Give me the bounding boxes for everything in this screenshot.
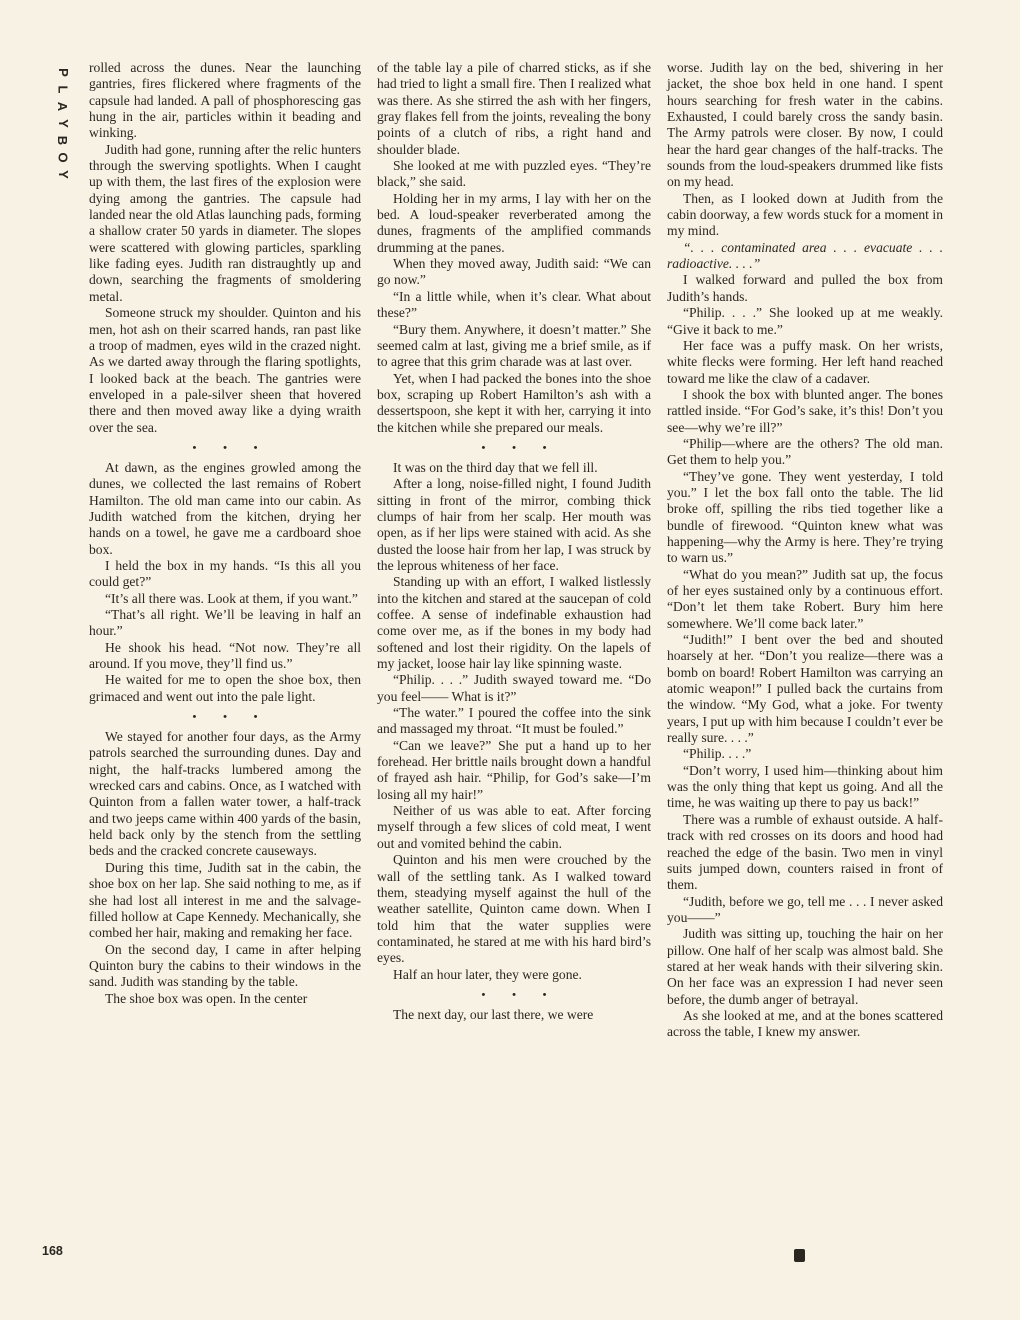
section-separator: • • • (481, 441, 559, 454)
paragraph: Someone struck my shoulder. Quinton and his men, hot ash on their scarred hands, ran past like a troop of madmen, eyes wild in the crazed night. As we darted away through the flaring spotlights, I looked back at the beach. The gantries were enveloped in a pale-silver sheen that hovered there and then moved away like a dying wraith over the sea. (89, 305, 361, 435)
paragraph: Judith had gone, running after the relic hunters through the swerving spotlights. When I caught up with them, the last fires of the explosion were dying among the gantries. The capsule had landed near the old Atlas launching pads, forming a shallow crater 50 yards in diameter. The slopes were scattered with glowing particles, sparkling like fading eyes. Judith ran distraughtly up and down, searching the fragments of smoldering metal. (89, 141, 361, 304)
section-separator: • • • (192, 441, 270, 454)
paragraph: “Judith!” I bent over the bed and shouted hoarsely at her. “Don’t you realize—there was a bomb on board! Robert Hamilton was carrying an atomic weapon!” I pulled back the curtains from the window. “My God, what a joke. For twenty years, I put up with him because I couldn’t ever be really sure. . . .” (667, 632, 943, 746)
paragraph: There was a rumble of exhaust outside. A half-track with red crosses on its doors and hood had reached the edge of the basin. Two men in vinyl suits jumped down, counters raised in front of them. (667, 811, 943, 893)
paragraph: “They’ve gone. They went yesterday, I told you.” I let the box fall onto the table. The lid broke off, spilling the ribs tied together like a bundle of firewood. “Quinton knew what was happening—why the Army is here. They’re trying to warn us.” (667, 468, 943, 566)
paragraph: After a long, noise-filled night, I found Judith sitting in front of the mirror, combing thick clumps of hair from her scalp. Her mouth was open, as if her lips were stained with acid. As she dusted the loose hair from her lap, I was struck by the leprous whiteness of her face. (377, 476, 651, 573)
paragraph: Yet, when I had packed the bones into the shoe box, scraping up Robert Hamilton’s ash with a dessertspoon, she kept it with her, carrying it into the kitchen while she prepared our meals. (377, 370, 651, 435)
paragraph: The next day, our last there, we were (393, 1006, 594, 1022)
paragraph: “It’s all there was. Look at them, if you want.” (105, 590, 358, 606)
page-number: 168 (42, 1244, 63, 1258)
masthead (56, 64, 70, 183)
paragraph: “. . . contaminated area . . . evacuate . . . radioactive. . . .” (667, 239, 943, 272)
paragraph: “Can we leave?” She put a hand up to her forehead. Her brittle nails brought down a handful of frayed ash hair. “Philip, for God’s sake—I’m losing all my hair!” (377, 737, 651, 802)
paragraph: Half an hour later, they were gone. (393, 966, 582, 982)
paragraph: I shook the box with blunted anger. The bones rattled inside. “For God’s sake, it’s this! Don’t you see—why we’re ill?” (667, 386, 943, 435)
paragraph: “Philip. . . .” (683, 746, 752, 762)
paragraph: worse. Judith lay on the bed, shivering in her jacket, the shoe box held in one hand. I spent hours searching for fresh water in the cabins. Exhausted, I could barely cross the sandy basin. The Army patrols were closer. By now, I could hear the hard gear changes of the half-tracks. The sounds from the loud-speakers drummed like fists on my head. (667, 60, 943, 190)
paragraph: It was on the third day that we fell ill. (393, 459, 598, 475)
end-mark (790, 1247, 805, 1265)
text-column-1 (89, 60, 361, 1007)
rabbit-head-icon (794, 1249, 805, 1262)
paragraph: At dawn, as the engines growled among the dunes, we collected the last remains of Robert Hamilton. The old man came into our cabin. As Judith watched from the kitchen, drying her hands on a towel, he gave me a cardboard shoe box. (89, 459, 361, 557)
paragraph: of the table lay a pile of charred sticks, as if she had tried to light a small fire. Then I realized what was there. As she stirred the ash with her fingers, gray flakes fell from the joints, revealing the bony points of a clutch of ribs, a right hand and shoulder blade. (377, 60, 651, 157)
paragraph: “That’s all right. We’ll be leaving in half an hour.” (89, 607, 361, 639)
paragraph: Holding her in my arms, I lay with her on the bed. A loud-speaker reverberated among the dunes, fragments of the amplified commands drumming at the panes. (377, 190, 651, 255)
paragraph: “In a little while, when it’s clear. What about these?” (377, 288, 651, 321)
paragraph: Quinton and his men were crouched by the wall of the settling tank. As I walked toward them, steadying myself against the hull of the weather satellite, Quinton came down. When I told him that the water supplies were contaminated, he stared at me with his hard bird’s eyes. (377, 852, 651, 966)
masthead-letter: O (55, 152, 71, 163)
masthead-letter: A (55, 101, 71, 112)
paragraph: I walked forward and pulled the box from Judith’s hands. (667, 272, 943, 304)
masthead-letter: L (55, 85, 71, 94)
paragraph: Neither of us was able to eat. After forcing myself through a few slices of cold meat, I went out and vomited behind the cabin. (377, 803, 651, 851)
section-separator: • • • (192, 711, 270, 724)
text-column-2 (377, 60, 651, 1023)
paragraph: “Don’t worry, I used him—thinking about him was the only thing that kept us going. And all the time, he was waiting up there to pay us back!” (667, 762, 943, 811)
paragraph: “Bury them. Anywhere, it doesn’t matter.” She seemed calm at last, giving me a brief smile, as if to agree that this grim charade was at last over. (377, 321, 651, 370)
paragraph: Judith was sitting up, touching the hair on her pillow. One half of her scalp was almost bald. She stared at her weak hands with their silvering skin. On her face was an expression I had never seen before, the dumb anger of betrayal. (667, 926, 943, 1007)
paragraph: During this time, Judith sat in the cabin, the shoe box on her lap. She said nothing to me, as if she had lost all interest in me and the salvage-filled hollow at Cape Kennedy. Mechanically, she combed her hair, making and remaking her face. (89, 859, 361, 941)
paragraph: We stayed for another four days, as the Army patrols searched the surrounding dunes. Day and night, the half-tracks lumbered among the wrecked cars and cabins. Once, as I watched with Quinton from a fallen water tower, a half-track and two jeeps came within 400 yards of the basin, held back only by the stench from the settling beds and the cracked concrete causeways. (89, 729, 361, 859)
paragraph: He shook his head. “Not now. They’re all around. If you move, they’ll find us.” (89, 639, 361, 672)
paragraph: “The water.” I poured the coffee into the sink and massaged my throat. “It must be fouled.” (377, 705, 651, 737)
text-column-3 (667, 60, 943, 1041)
paragraph: She looked at me with puzzled eyes. “They’re black,” she said. (377, 158, 651, 190)
paragraph: He waited for me to open the shoe box, then grimaced and went out into the pale light. (89, 672, 361, 704)
paragraph: As she looked at me, and at the bones scattered across the table, I knew my answer. (667, 1007, 943, 1040)
paragraph: “Philip—where are the others? The old man. Get them to help you.” (667, 435, 943, 468)
masthead-letter: P (55, 68, 71, 77)
masthead-letter: B (55, 135, 71, 146)
paragraph: The shoe box was open. In the center (105, 990, 308, 1006)
paragraph: On the second day, I came in after helping Quinton bury the cabins to their windows in the sand. Judith was standing by the table. (89, 941, 361, 990)
paragraph: Standing up with an effort, I walked listlessly into the kitchen and stared at the saucepan of cold coffee. A sense of indefinable exhaustion had come over me, as if the bones in my body had softened and lost their rigidity. On the lapels of my jacket, loose hair lay like spinning waste. (377, 574, 651, 672)
paragraph: “Judith, before we go, tell me . . . I never asked you——” (667, 893, 943, 925)
masthead-letter: Y (55, 170, 71, 179)
paragraph: I held the box in my hands. “Is this all you could get?” (89, 557, 361, 590)
paragraph: Then, as I looked down at Judith from the cabin doorway, a few words stuck for a moment in my mind. (667, 190, 943, 239)
paragraph: When they moved away, Judith said: “We can go now.” (377, 256, 651, 288)
masthead-letter: Y (55, 119, 71, 128)
paragraph: Her face was a puffy mask. On her wrists, white flecks were forming. Her left hand reached toward me like the claw of a cadaver. (667, 337, 943, 386)
paragraph: “What do you mean?” Judith sat up, the focus of her eyes sustained only by a continuous effort. “Don’t let them take Robert. Bury him here somewhere. We’ll come back later.” (667, 566, 943, 631)
paragraph: “Philip. . . .” Judith swayed toward me. “Do you feel—— What is it?” (377, 672, 651, 704)
section-separator: • • • (481, 988, 559, 1001)
paragraph: “Philip. . . .” She looked up at me weakly. “Give it back to me.” (667, 305, 943, 337)
paragraph: rolled across the dunes. Near the launching gantries, fires flickered where fragments of the capsule had landed. A pall of phosphorescing gas hung in the air, particles within it beading and winking. (89, 60, 361, 141)
